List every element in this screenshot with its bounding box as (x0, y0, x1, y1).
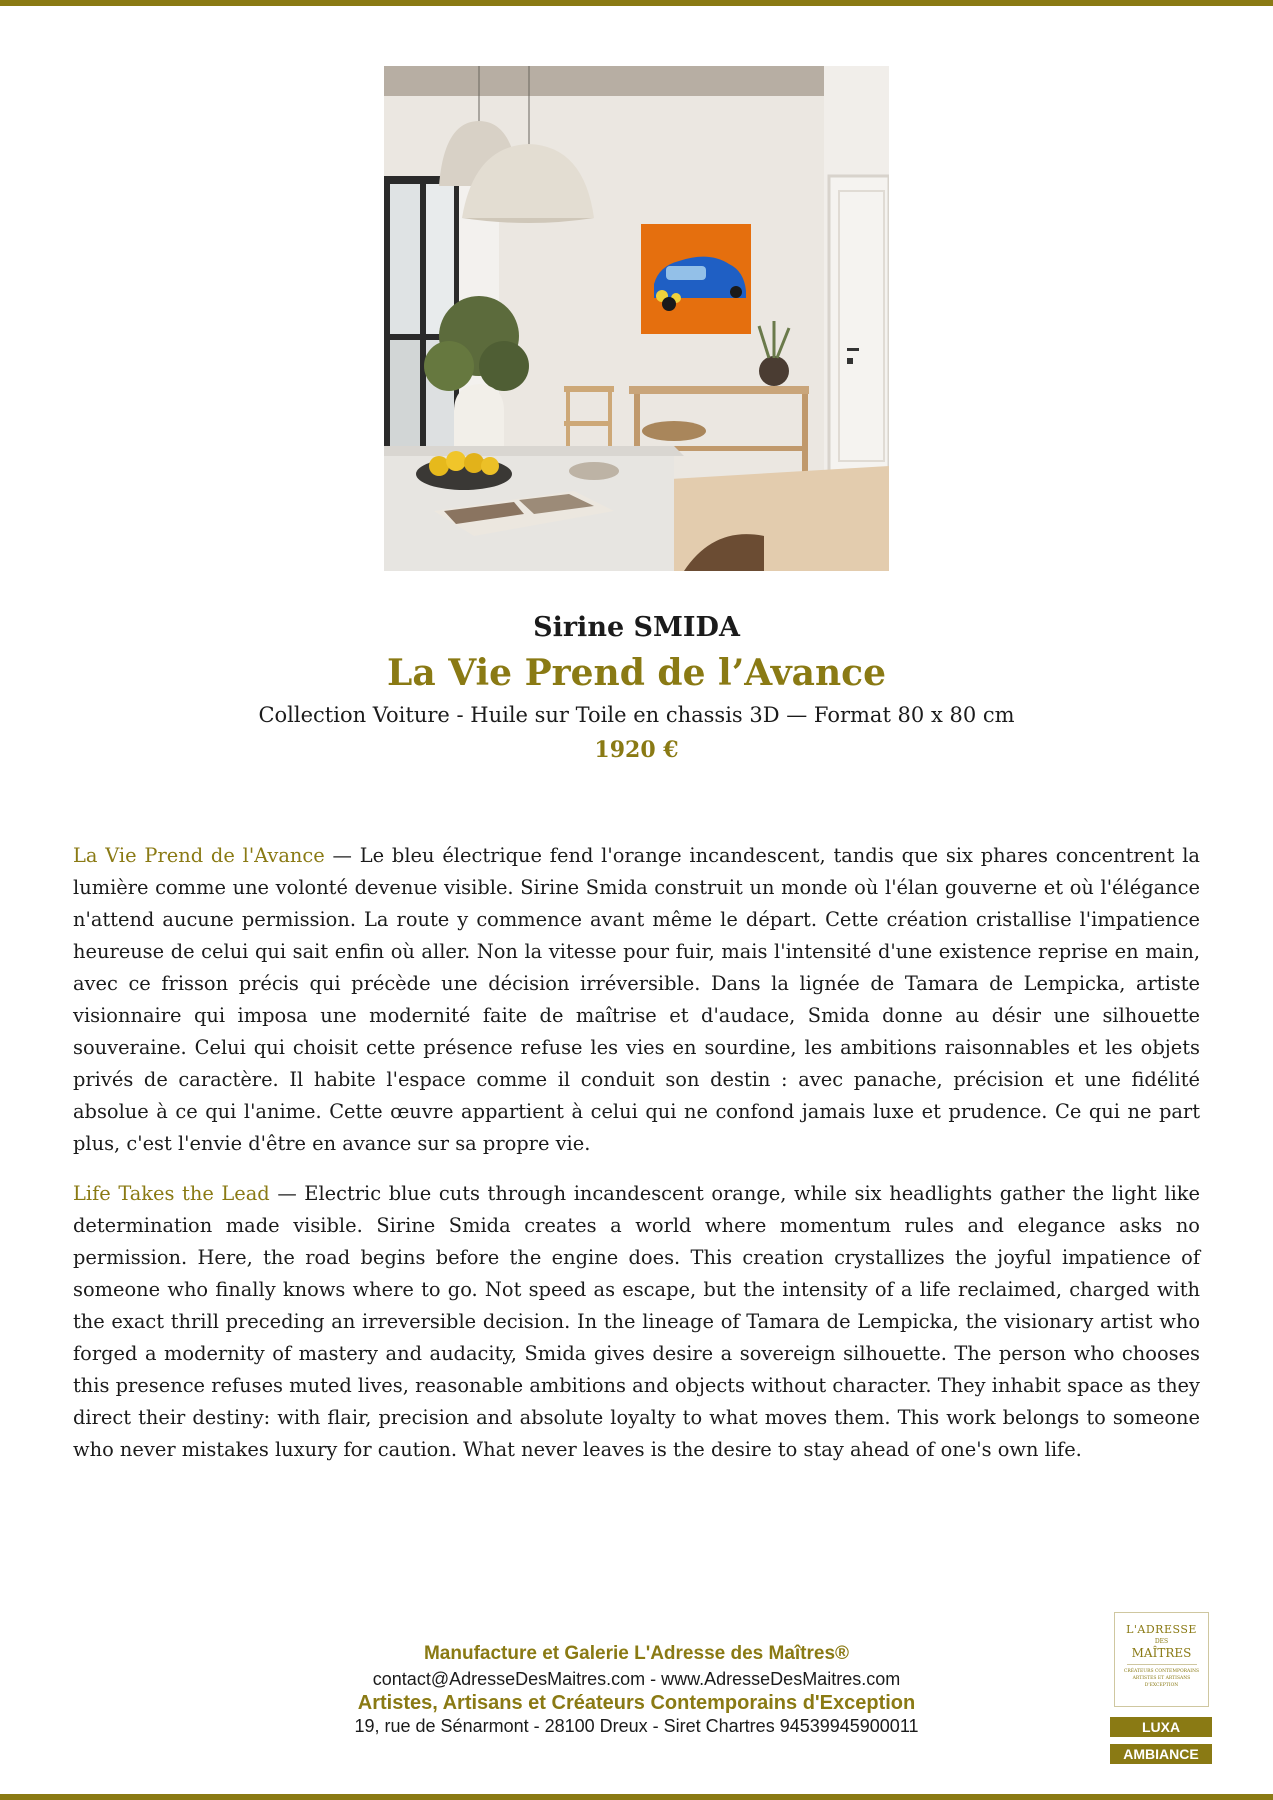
top-accent-bar (0, 0, 1273, 6)
artist-name: Sirine SMIDA (533, 612, 740, 643)
logo-line-4: CRÉATEURS CONTEMPORAINS ARTISTES ET ARTISANS D'EXCEPTION (1123, 1669, 1200, 1688)
description-english (73, 1178, 1200, 1466)
description-french-lead: La Vie Prend de l'Avance (73, 844, 325, 867)
description-french-text: — Le bleu électrique fend l'orange incandescent, tandis que six phares concentrent la lumière comme une volonté devenue visible. Sirine Smida construit un monde où l'élan gouverne et où l'élégance n'attend aucune permission. La route y commence avant même le départ. Cette création cristallise l'impatience heureuse de celui qui sait enfin où aller. Non la vitesse pour fuir, mais l'intensité d'une existence reprise en main, avec ce frisson précis qui précède une décision irréversible. Dans la lignée de Tamara de Lempicka, artiste visionnaire qui imposa une modernité faite de maîtrise et d'audace, Smida donne au désir une silhouette souveraine. Celui qui choisit cette présence refuse les vies en sourdine, les ambitions raisonnables et les objets privés de caractère. Il habite l'espace comme il conduit son destin : avec panache, précision et une fidélité absolue à ce qui l'anime. Cette œuvre appartient à celui qui ne confond jamais luxe et prudence. Ce qui ne part plus, c'est l'envie d'être en avance sur sa propre vie. (73, 844, 1200, 1155)
luxa-badge: LUXA (1110, 1717, 1212, 1737)
logo-divider (1127, 1664, 1197, 1665)
artwork-details: Collection Voiture - Huile sur Toile en chassis 3D — Format 80 x 80 cm (258, 703, 1015, 727)
logo-line-3: MAÎTRES (1131, 1646, 1192, 1660)
logo-line-1: L'ADRESSE (1126, 1623, 1197, 1636)
bottom-accent-bar (0, 1794, 1273, 1800)
logo-line-2: DES (1154, 1638, 1169, 1645)
artwork-price: 1920 € (594, 737, 679, 763)
gallery-logo (1114, 1612, 1209, 1707)
description-english-text: — Electric blue cuts through incandescent orange, while six headlights gather the light like determination made visible. Sirine Smida creates a world where momentum rules and elegance asks no permission. Here, the road begins before the engine does. This creation crystallizes the joyful impatience of someone who finally knows where to go. Not speed as escape, but the intensity of a life reclaimed, charged with the exact thrill preceding an irreversible decision. In the lineage of Tamara de Lempicka, the visionary artist who forged a modernity of mastery and audacity, Smida gives desire a sovereign silhouette. The person who chooses this presence refuses muted lives, reasonable ambitions and objects without character. They inhabit space as they direct their destiny: with flair, precision and absolute loyalty to what moves them. This work belongs to someone who never mistakes luxury for caution. What never leaves is the desire to stay ahead of one's own life. (73, 1182, 1200, 1461)
footer-gallery-name: Manufacture et Galerie L'Adresse des Maîtres® (423, 1643, 850, 1664)
footer-tagline: Artistes, Artisans et Créateurs Contemporains d'Exception (357, 1692, 916, 1714)
ambiance-badge: AMBIANCE (1110, 1744, 1212, 1764)
description-french (73, 840, 1200, 1160)
footer-contact: contact@AdresseDesMaitres.com - www.AdresseDesMaitres.com (372, 1669, 901, 1689)
artwork-room-image (384, 66, 889, 571)
artwork-title: La Vie Prend de l’Avance (387, 652, 886, 694)
description-english-lead: Life Takes the Lead (73, 1182, 270, 1205)
footer-address: 19, rue de Sénarmont - 28100 Dreux - Siret Chartres 94539945900011 (354, 1716, 919, 1736)
